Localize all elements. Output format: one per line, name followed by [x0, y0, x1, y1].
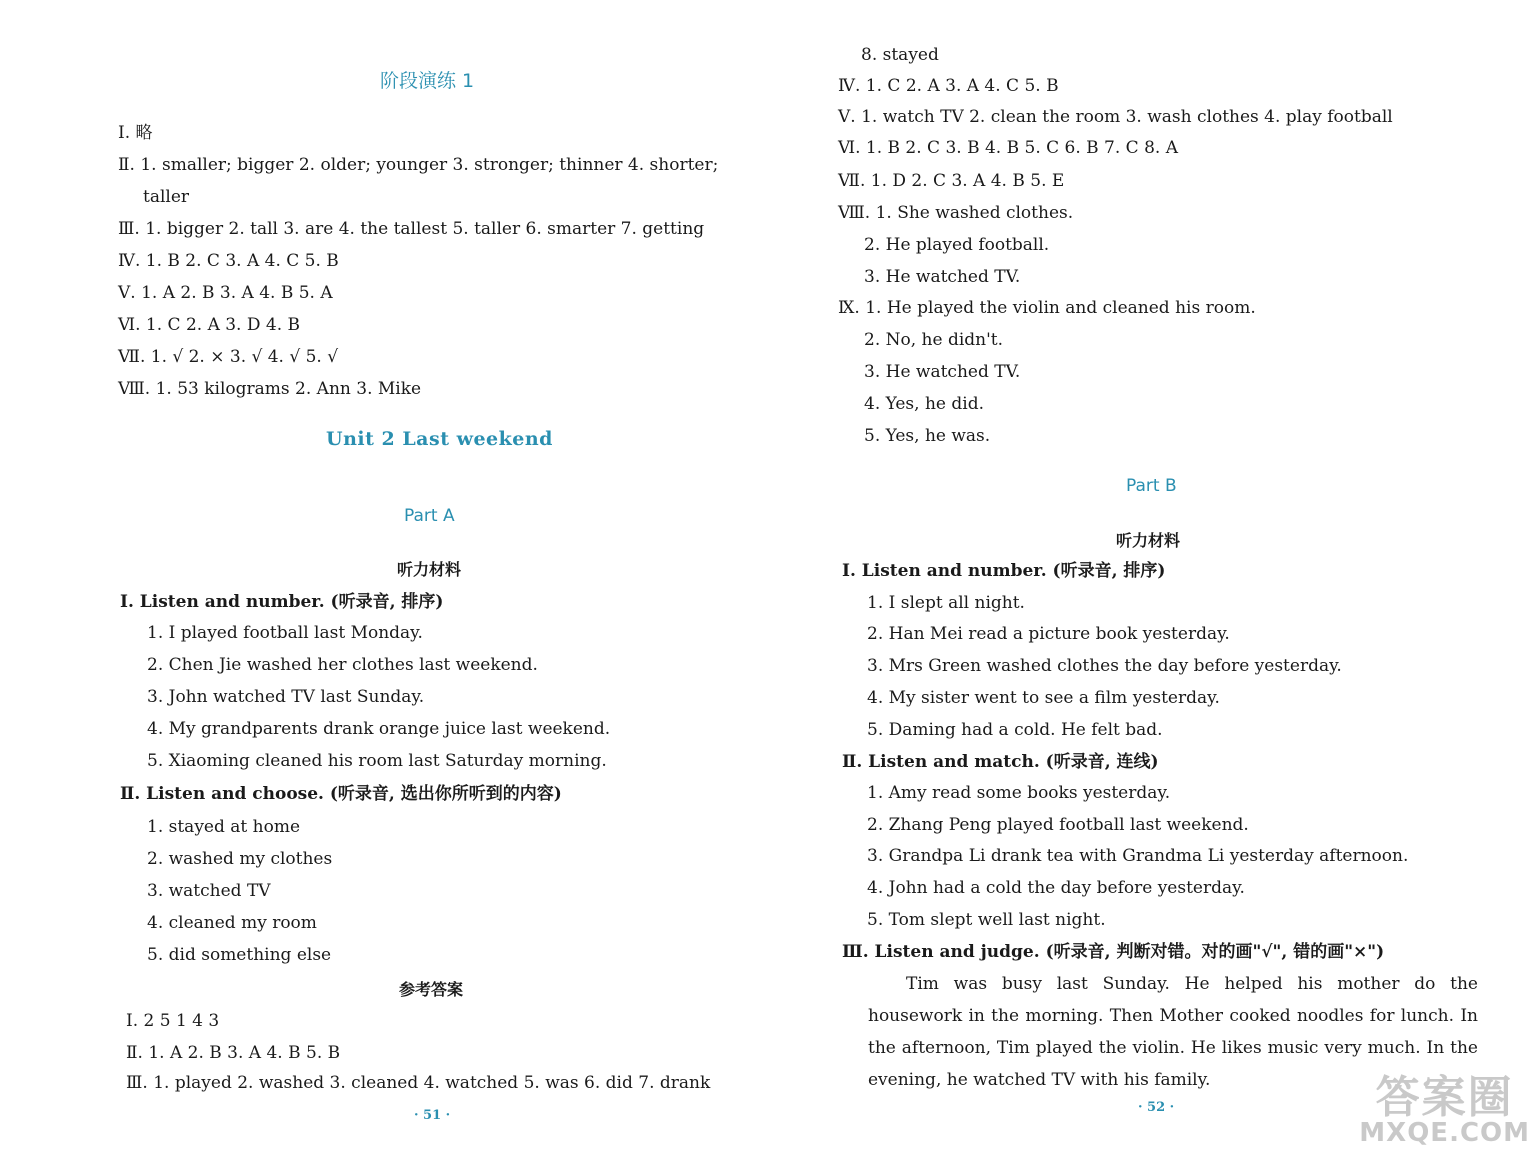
list-item: 2. washed my clothes	[147, 849, 333, 869]
answer-line: Ⅶ. 1. D 2. C 3. A 4. B 5. E	[838, 171, 1065, 191]
list-item: 3. watched TV	[147, 881, 271, 901]
answer-line: 2. He played football.	[864, 235, 1050, 255]
list-item: 4. cleaned my room	[147, 913, 317, 933]
list-item: 4. My sister went to see a film yesterday.	[867, 688, 1220, 708]
section-heading: Ⅲ. Listen and judge. (听录音, 判断对错。对的画"√", 错的画"×")	[842, 942, 1385, 962]
answer-line: Ⅸ. 1. He played the violin and cleaned his room.	[838, 298, 1256, 318]
list-item: 4. My grandparents drank orange juice last weekend.	[147, 719, 611, 739]
answer-line: 3. He watched TV.	[864, 362, 1021, 382]
listening-material-title: 听力材料	[397, 560, 462, 579]
answer-line: 8. stayed	[861, 45, 939, 65]
section-heading: Ⅰ. Listen and number. (听录音, 排序)	[842, 561, 1166, 581]
answer-line: Ⅳ. 1. B 2. C 3. A 4. C 5. B	[118, 251, 339, 271]
answer-line: 4. Yes, he did.	[864, 394, 984, 414]
list-item: 5. Tom slept well last night.	[867, 910, 1106, 930]
list-item: 5. Xiaoming cleaned his room last Saturday morning.	[147, 751, 607, 771]
stage-practice-title: 阶段演练 1	[380, 70, 475, 92]
answer-line: Ⅷ. 1. 53 kilograms 2. Ann 3. Mike	[118, 379, 422, 399]
section-heading: Ⅰ. Listen and number. (听录音, 排序)	[120, 592, 444, 612]
list-item: 1. stayed at home	[147, 817, 300, 837]
answer-line: Ⅳ. 1. C 2. A 3. A 4. C 5. B	[838, 76, 1059, 96]
unit-title: Unit 2 Last weekend	[326, 428, 553, 450]
answer-line: Ⅴ. 1. watch TV 2. clean the room 3. wash clothes 4. play football	[838, 107, 1393, 127]
watermark-logo-text: 答案圈	[1375, 1072, 1514, 1123]
list-item: 4. John had a cold the day before yesterday.	[867, 878, 1245, 898]
answer-line: 5. Yes, he was.	[864, 426, 991, 446]
answer-line: Ⅴ. 1. A 2. B 3. A 4. B 5. A	[118, 283, 333, 303]
answer-line: taller	[143, 187, 190, 207]
answer-line: Ⅱ. 1. smaller; bigger 2. older; younger 3. stronger; thinner 4. shorter;	[118, 155, 719, 175]
answer-line: Ⅵ. 1. C 2. A 3. D 4. B	[118, 315, 301, 335]
page-number: · 51 ·	[414, 1108, 451, 1123]
answer-line: Ⅲ. 1. bigger 2. tall 3. are 4. the tallest 5. taller 6. smarter 7. getting	[118, 219, 705, 239]
answer-line: Ⅰ. 2 5 1 4 3	[126, 1011, 220, 1031]
list-item: 5. Daming had a cold. He felt bad.	[867, 720, 1163, 740]
list-item: 5. did something else	[147, 945, 332, 965]
watermark-url: MXQE.COM	[1359, 1118, 1530, 1148]
list-item: 3. John watched TV last Sunday.	[147, 687, 425, 707]
part-b-title: Part B	[1126, 476, 1177, 496]
answer-line: Ⅶ. 1. √ 2. × 3. √ 4. √ 5. √	[118, 347, 339, 367]
list-item: 1. I played football last Monday.	[147, 623, 423, 643]
section-heading: Ⅱ. Listen and choose. (听录音, 选出你所听到的内容)	[120, 784, 562, 804]
list-item: 1. Amy read some books yesterday.	[867, 783, 1171, 803]
list-item: 2. Chen Jie washed her clothes last weekend.	[147, 655, 538, 675]
answer-line: Ⅵ. 1. B 2. C 3. B 4. B 5. C 6. B 7. C 8. A	[838, 138, 1178, 158]
answer-line: 2. No, he didn't.	[864, 330, 1004, 350]
section-heading: Ⅱ. Listen and match. (听录音, 连线)	[842, 752, 1159, 772]
answer-line: 3. He watched TV.	[864, 267, 1021, 287]
answer-line: Ⅰ. 略	[118, 123, 153, 143]
answer-line: Ⅱ. 1. A 2. B 3. A 4. B 5. B	[126, 1043, 341, 1063]
page-number: · 52 ·	[1138, 1100, 1175, 1115]
listening-paragraph: Tim was busy last Sunday. He helped his mother do the housework in the morning. Then Mother cooked noodles for lunch. In the afternoon, Tim played the violin. He likes music very much. In the evening, he watched TV with his family.	[868, 974, 1478, 1090]
answer-line: Ⅷ. 1. She washed clothes.	[838, 203, 1074, 223]
answer-line: Ⅲ. 1. played 2. washed 3. cleaned 4. watched 5. was 6. did 7. drank	[126, 1073, 711, 1093]
list-item: 3. Grandpa Li drank tea with Grandma Li yesterday afternoon.	[867, 846, 1409, 866]
right-page	[768, 0, 1536, 1150]
list-item: 2. Zhang Peng played football last weekend.	[867, 815, 1249, 835]
reference-answers-title: 参考答案	[399, 980, 464, 999]
site-watermark	[1359, 1072, 1530, 1148]
list-item: 3. Mrs Green washed clothes the day before yesterday.	[867, 656, 1342, 676]
part-a-title: Part A	[404, 506, 455, 526]
list-item: 1. I slept all night.	[867, 593, 1025, 613]
list-item: 2. Han Mei read a picture book yesterday.	[867, 624, 1230, 644]
listening-material-title: 听力材料	[1116, 531, 1181, 550]
